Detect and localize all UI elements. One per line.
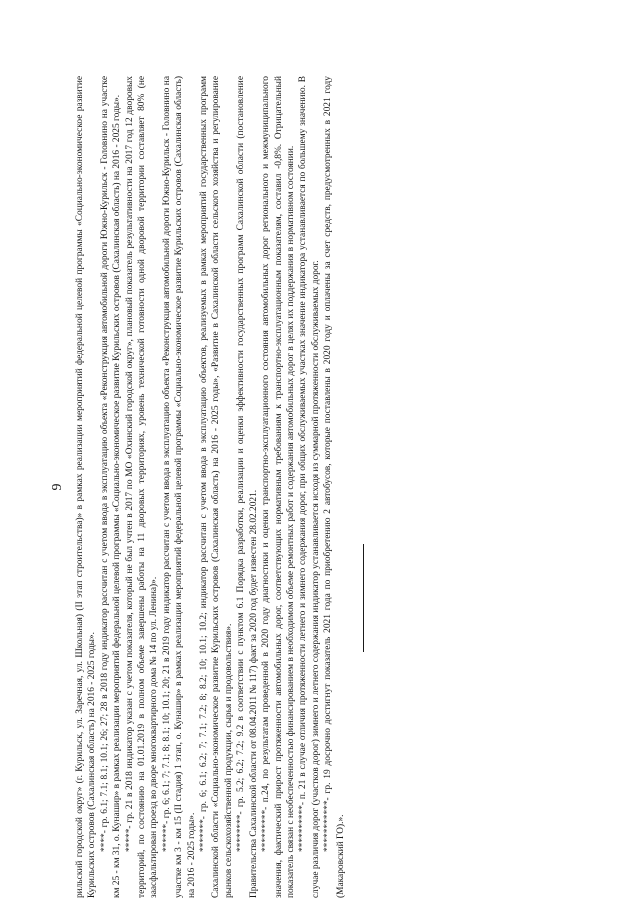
paragraph-3: *****- гр. 21 в 2018 индикатор указан с учетом показателя, который не был учтен в 2017 по МО «Охинский городской округ», плановый показатель результативности на 2017 год 12 дворовых территорий, по состоянию на 01.01.2019 в полном объеме завершены работы на 11 дворовых территориях, уровень технической готовности одной дворовой территории составляет 80% (не заасфальтирован проезд во дворе многоквартирного дома № 14 по ул. Ленина)». (124, 76, 160, 898)
page-number: 9 (50, 483, 65, 491)
paragraph-8: **********- п. 21 в случае отличия протяженности летнего и зимнего содержания дорог, при общих обслуживаемых участках значение индикатора устанавливается по большему значению. В случае различия дорог (участков дорог) зимнего и летнего содержания индикатор устанавливается исходя из суммарной протяженности обслуживаемых дорог. (298, 76, 321, 898)
end-divider-line (363, 544, 364, 652)
rotated-page-content (46, 72, 586, 902)
footnotes-text (74, 76, 347, 898)
paragraph-1: рильский городской округ» (г. Курильск, ул. Заречная, ул. Школьная) (II этап строительства)» в рамках реализации мероприятий федеральной целевой программы «Социально-экономическое развитие Курильских островов (Сахалинская область) на 2016 - 2025 годы». (75, 76, 98, 898)
paragraph-6: ********- гр. 5.2; 6.2; 7.2; 9.2 в соответствии с пунктом 6.1 Порядка разработки, реализации и оценки эффективности государственных программ Сахалинской области (постановление Правительства Сахалинской области от 08.04.2011 № 117) факт за 2020 год будет известен 28.02.2021. (236, 76, 259, 898)
paragraph-5: *******- гр. 6; 6.1; 6.2; 7; 7.1; 7.2; 8; 8.2; 10; 10.1; 10.2; индикатор рассчитан с учетом ввода в эксплуатацию объектов, реализуемых в рамках мероприятий государственных программ Сахалинской области «Социально-экономическое развитие Курильских островов (Сахалинская область) на 2016 - 2025 годы», «Развитие в Сахалинской области сельского хозяйства и регулирование рынков сельскохозяйственной продукции, сырья и продовольствия». (199, 76, 234, 898)
paragraph-9: ***********- гр. 19 досрочно достигнут показатель 2021 года по приобретению 2 автобусов, которые поставлены в 2020 году и оплачены за счет средств, предусмотренных в 2021 году (Макаровский ГО).». (323, 76, 346, 898)
paragraph-2: ****- гр. 6.1; 7.1; 8.1; 10.1; 26; 27; 28 в 2018 году индикатор рассчитан с учетом ввода в эксплуатацию объекта «Реконструкция автомобильной дороги Южно-Курильск - Головнино на участке км 25 - км 31, о. Кунашир» в рамках реализации мероприятий федеральной целевой программы «Социально-экономическое развитие Курильских островов (Сахалинская область) на 2016 - 2025 годы». (99, 76, 123, 898)
paragraph-4: ******- гр. 6; 6.1; 7; 7.1; 8; 8.1; 10; 10.1; 20; 21 в 2019 году индикатор рассчитан с учетом ввода в эксплуатацию объекта «Реконструкция автомобильной дороги Южно-Курильск - Головнино на участке км 3 - км 15 (II стадия) 1 этап, о. Кунашир» в рамках реализации мероприятий федеральной целевой программы «Социально-экономическое развитие Курильских островов (Сахалинская область) на 2016 - 2025 годы». (161, 76, 197, 898)
paragraph-7: *********- п.24, по результатам проведенной в 2020 году диагностики и оценки транспортно-эксплуатационного состояния автомобильных дорог регионального и межмуниципального значения, фактический прирост протяженности автомобильных дорог, соответствующих нормативным требованиям к транспортно-эксплуатационным показателям, составил -0,8%. Отрицательный показатель связан с необеспеченностью финансированием в необходимом объеме ремонтных работ и содержания автомобильных дорог в целях их поддержания в нормативном состоянии. (261, 76, 296, 898)
